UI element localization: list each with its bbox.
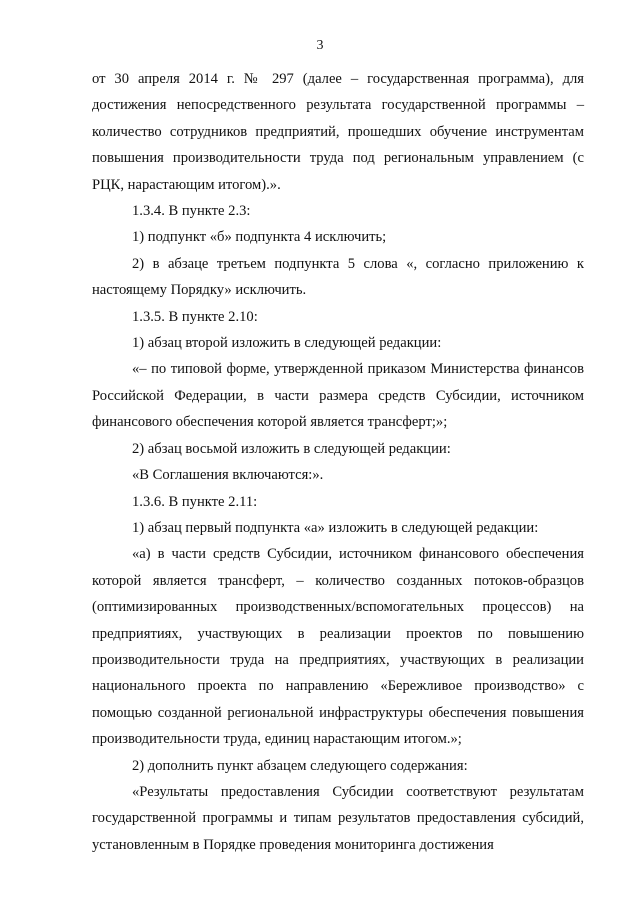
page-number: 3 xyxy=(316,38,324,53)
paragraph: 1) абзац первый подпункта «а» изложить в следующей редакции: xyxy=(132,519,539,536)
paragraph: 1.3.5. В пункте 2.10: xyxy=(132,308,258,325)
paragraph: 2) абзац восьмой изложить в следующей редакции: xyxy=(132,440,451,457)
paragraph: 2) дополнить пункт абзацем следующего содержания: xyxy=(132,757,468,774)
paragraph: 1) абзац второй изложить в следующей редакции: xyxy=(132,335,442,352)
paragraph: 1.3.6. В пункте 2.11: xyxy=(132,493,258,510)
paragraph: «– по типовой форме, утвержденной приказом Министерства финансов Российской Федерации, в части размера средств Субсидии, источником финансового обеспечения которой является трансферт;»; xyxy=(92,361,584,431)
paragraph: 2) в абзаце третьем подпункта 5 слова «, согласно приложению к настоящему Порядку» исключить. xyxy=(92,255,584,299)
paragraph: «В Соглашения включаются:». xyxy=(132,467,324,484)
document-body xyxy=(92,66,584,858)
paragraph: от 30 апреля 2014 г. № 297 (далее – государственная программа), для достижения непосредственного результата государственной программы – количество сотрудников предприятий, прошедших обучение инструментам повышения производительности труда под региональным управлением (с РЦК, нарастающим итогом).». xyxy=(92,71,584,193)
paragraph: 1.3.4. В пункте 2.3: xyxy=(132,203,251,220)
paragraph: «а) в части средств Субсидии, источником финансового обеспечения которой является трансферт, – количество созданных потоков-образцов (оптимизированных производственных/вспомогательных процессов) на предприятиях, участвующих в реализации проектов по повышению производительности труда на предприятиях, участвующих в реализации национального проекта по направлению «Бережливое производство» с помощью созданной региональной инфраструктуры обеспечения повышения производительности труда, единиц нарастающим итогом.»; xyxy=(92,546,584,748)
paragraph: «Результаты предоставления Субсидии соответствуют результатам государственной программы и типам результатов предоставления субсидий, установленным в Порядке проведения мониторинга достижения xyxy=(92,783,584,853)
paragraph: 1) подпункт «б» подпункта 4 исключить; xyxy=(132,229,387,246)
